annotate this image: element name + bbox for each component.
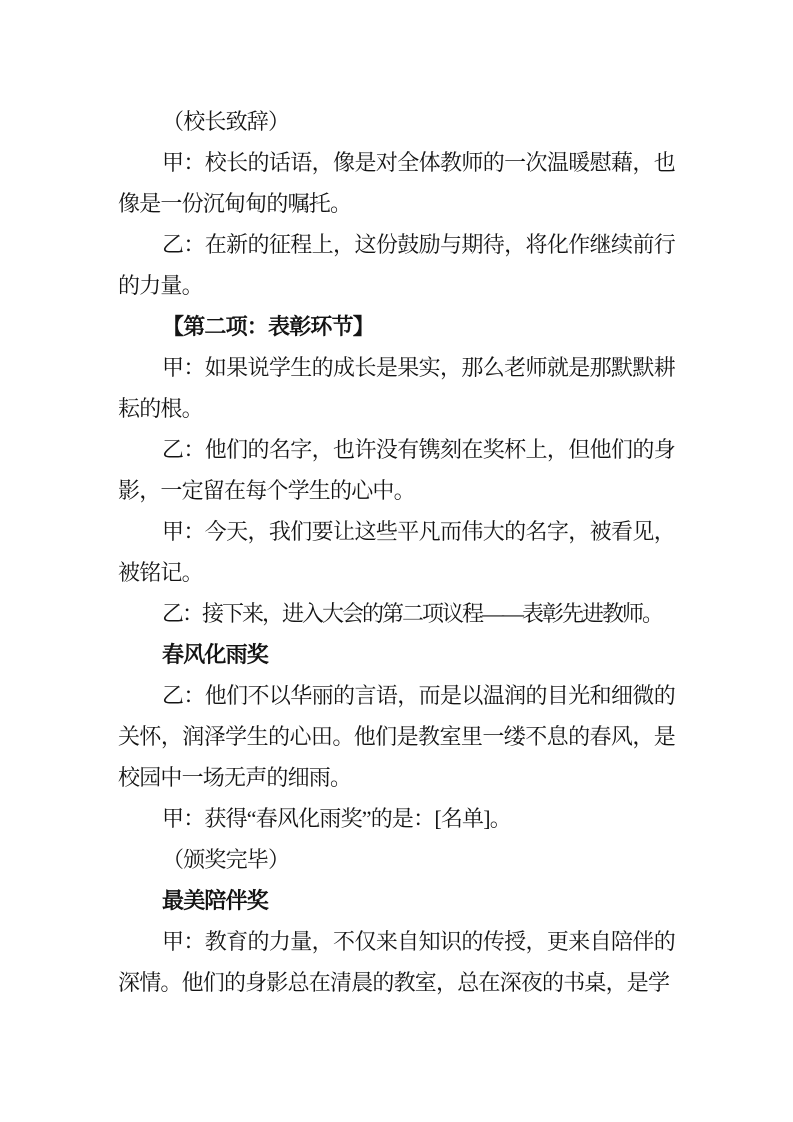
dialogue-line-jia: 甲：今天，我们要让这些平凡而伟大的名字，被看见，被铭记。 xyxy=(118,519,675,585)
section-heading-item2: 【第二项：表彰环节】 xyxy=(162,314,375,339)
dialogue-line-jia: 甲：如果说学生的成长是果实，那么老师就是那默默耕耘的根。 xyxy=(118,355,675,421)
dialogue-line-yi: 乙：在新的征程上，这份鼓励与期待，将化作继续前行的力量。 xyxy=(118,232,675,298)
award-heading-best-companion: 最美陪伴奖 xyxy=(162,888,269,913)
dialogue-line-jia: 甲：获得“春风化雨奖”的是：[名单]。 xyxy=(162,806,511,831)
award-heading-spring-breeze: 春风化雨奖 xyxy=(162,642,269,667)
dialogue-line-yi: 乙：他们不以华丽的言语，而是以温润的目光和细微的关怀，润泽学生的心田。他们是教室里一缕不息的春风，是校园中一场无声的细雨。 xyxy=(118,683,675,790)
dialogue-line-yi: 乙：接下来，进入大会的第二项议程——表彰先进教师。 xyxy=(162,601,663,626)
stage-direction: （校长致辞） xyxy=(162,109,290,134)
stage-direction: （颁奖完毕） xyxy=(162,847,290,872)
dialogue-line-jia: 甲：教育的力量，不仅来自知识的传授，更来自陪伴的深情。他们的身影总在清晨的教室，总在深夜的书桌，是学 xyxy=(118,929,675,995)
dialogue-line-jia: 甲：校长的话语，像是对全体教师的一次温暖慰藉，也像是一份沉甸甸的嘱托。 xyxy=(118,150,675,216)
dialogue-line-yi: 乙：他们的名字，也许没有镌刻在奖杯上，但他们的身影，一定留在每个学生的心中。 xyxy=(118,437,675,503)
